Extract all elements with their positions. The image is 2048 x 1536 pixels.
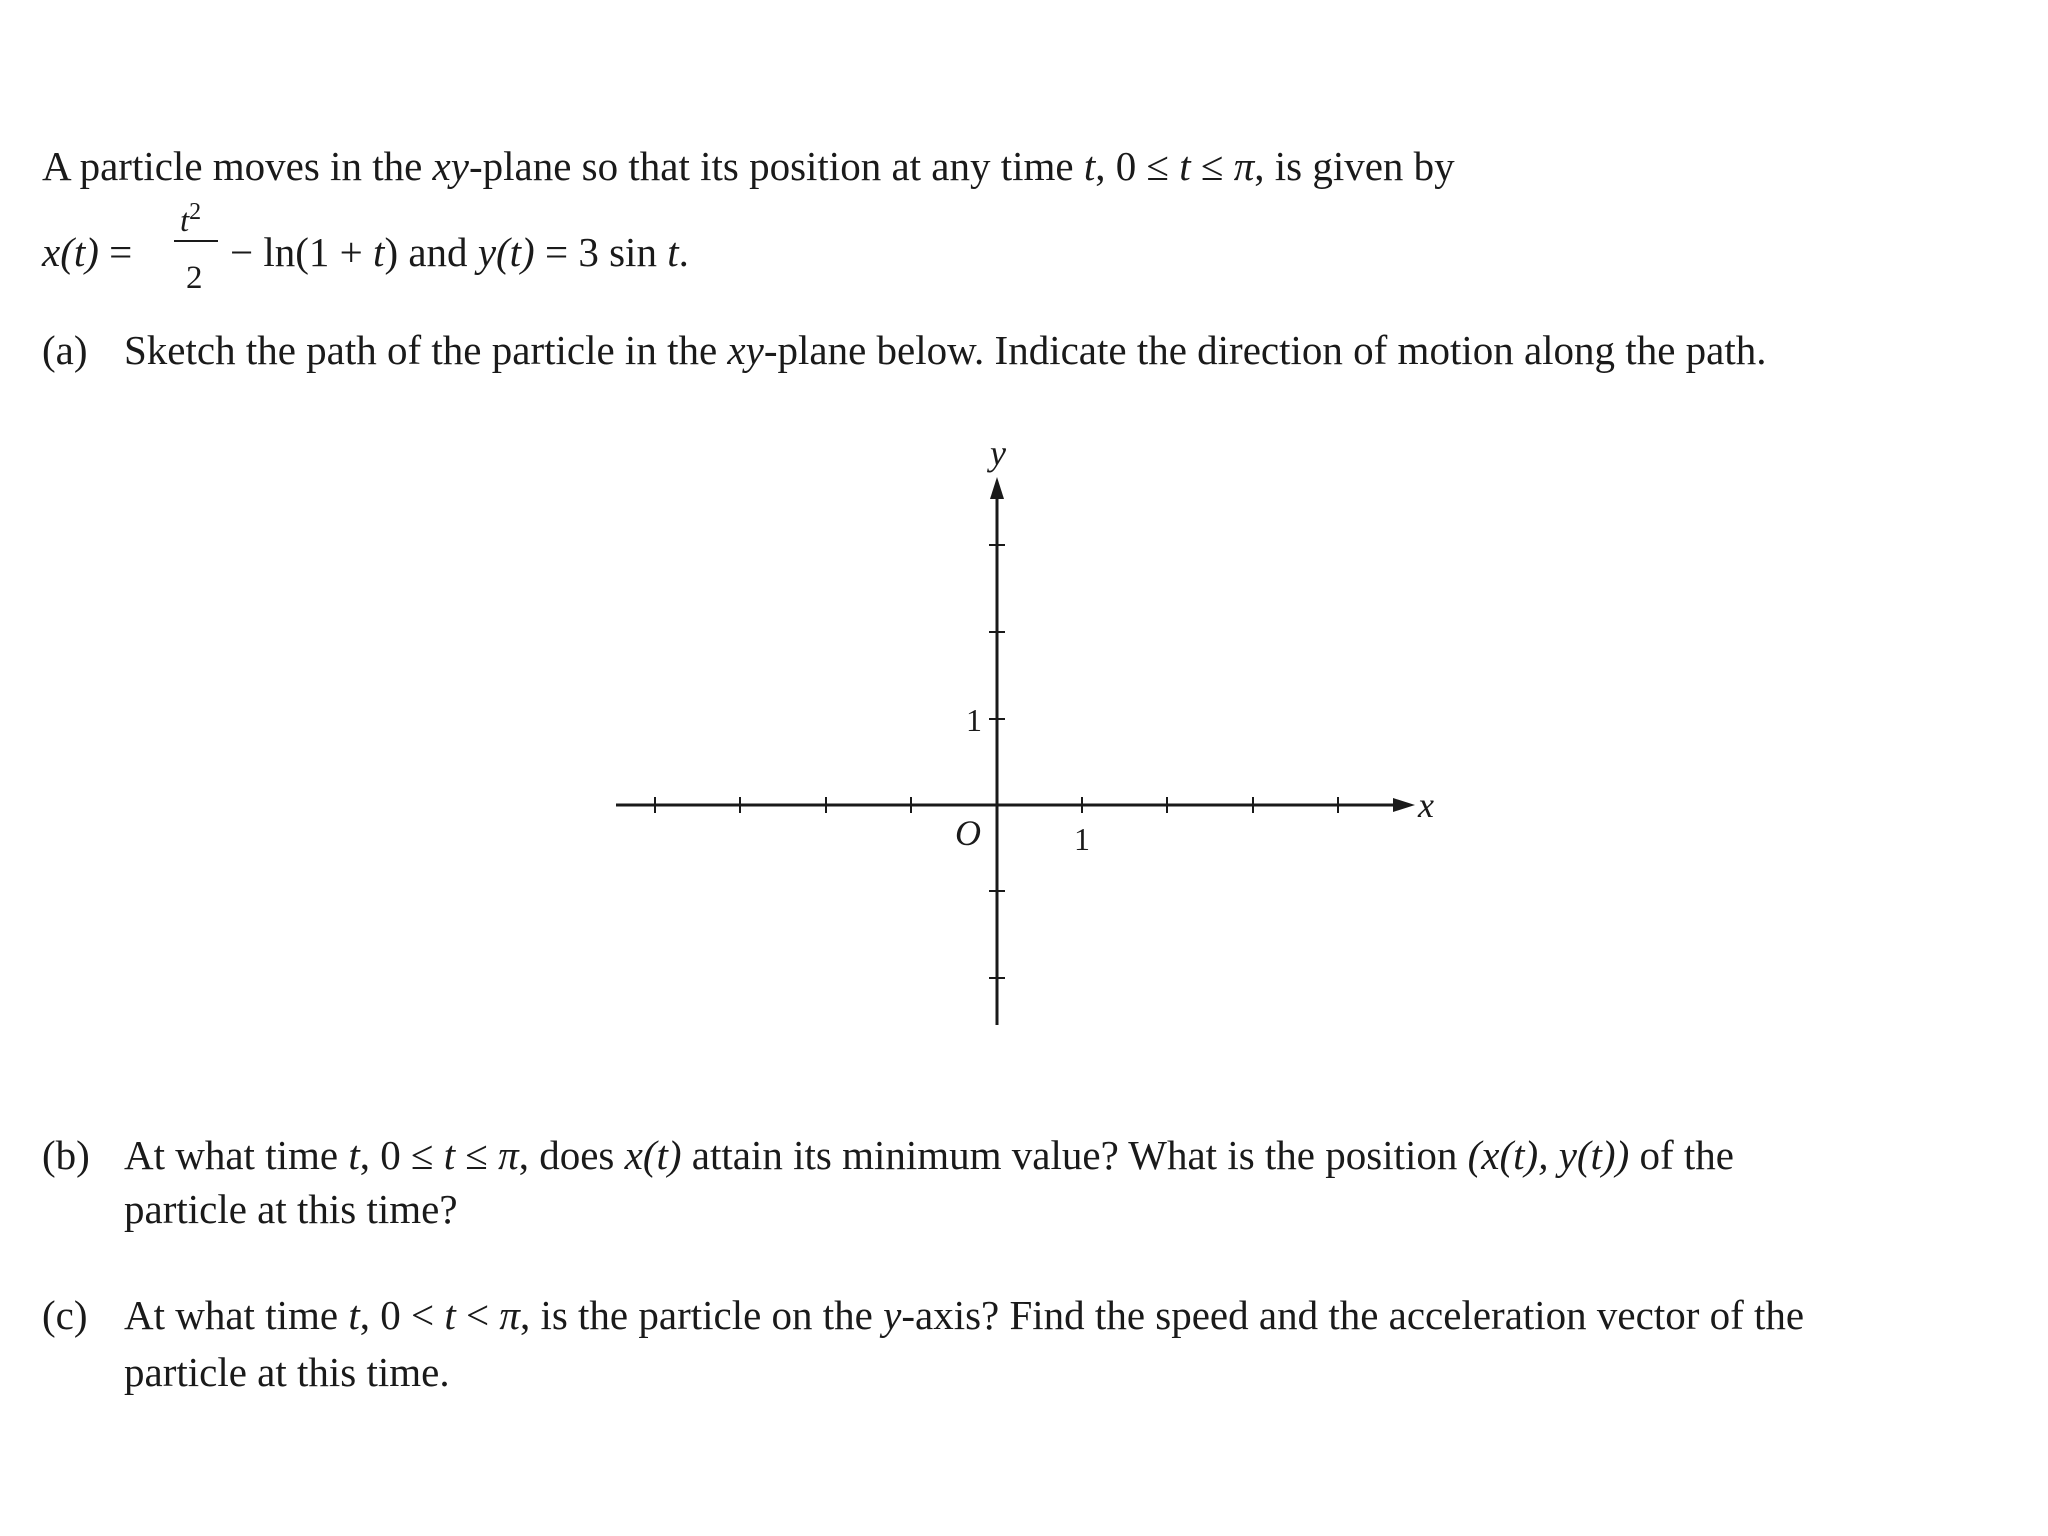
- y-of-t: y(t): [477, 229, 535, 275]
- y-axis-label: y: [990, 435, 1006, 473]
- intro-pi: π: [1233, 143, 1255, 189]
- intro-leq: ≤: [1190, 143, 1234, 189]
- and-text: ) and: [384, 229, 478, 275]
- part-c-question-line-2: particle at this time.: [124, 1349, 450, 1395]
- coordinate-graph: [610, 435, 1440, 1035]
- part-b-label: (b): [42, 1132, 90, 1178]
- origin-label: O: [955, 813, 981, 853]
- sin-t: t: [667, 229, 679, 275]
- y-tick-label-1: 1: [966, 702, 982, 738]
- x-axis-label: x: [1418, 785, 1434, 825]
- intro-sep: , 0 ≤: [1095, 143, 1180, 189]
- x-axis-arrow: [1393, 798, 1415, 812]
- sin-term: = 3 sin: [534, 229, 668, 275]
- x-of-t: x(t): [42, 229, 99, 275]
- fraction-numerator: $t^2$: [180, 199, 202, 239]
- ln-term: − ln(1 +: [230, 229, 374, 275]
- intro-text-2: -plane so that its position at any time: [468, 143, 1084, 189]
- x-tick-label-1: 1: [1074, 821, 1090, 857]
- part-a-label: (a): [42, 327, 88, 373]
- part-a-question: Sketch the path of the particle in the xy-plane below. Indicate the direction of motion along the path.: [124, 327, 1767, 373]
- fraction-denominator: 2: [186, 260, 203, 296]
- part-c-label: (c): [42, 1292, 88, 1338]
- part-c-question-line-1: At what time t, 0 < t < π, is the particle on the y-axis? Find the speed and the acceleration vector of the: [124, 1292, 1805, 1338]
- problem-intro: [42, 143, 1455, 189]
- intro-t2: t: [1179, 143, 1191, 189]
- intro-t: t: [1083, 143, 1096, 189]
- part-b-question-line-2: particle at this time?: [124, 1186, 458, 1232]
- intro-xy: xy: [432, 143, 469, 189]
- equals: =: [98, 229, 133, 275]
- y-axis-arrow: [990, 477, 1004, 499]
- document-page: A particle moves in the xy-plane so that its position at any time t, 0 ≤ t ≤ π, is given by x(t) = $t^2$ 2 − ln(1 + t) and y(t) = 3 sin t. (a) Sketch the path of the particle in the xy-plane below. Indicate the direction of motion along the path. y x O 1 1 (b) At what time t, 0 ≤ t ≤ π, does x(t) attain its minimum value? What is the position (x(t), y(t)) of the particle at this time? (c) At what time t, 0 < t < π, is the particle on the y-axis? Find the speed and the acceleration vector of the particle at this time.: [42, 143, 1805, 1395]
- fraction-bar: [174, 240, 218, 242]
- part-b-question-line-1: At what time t, 0 ≤ t ≤ π, does x(t) attain its minimum value? What is the position (x(t), y(t)) of the: [124, 1132, 1734, 1178]
- intro-text-3: , is given by: [1254, 143, 1455, 189]
- intro-text-1: A particle moves in the: [42, 143, 433, 189]
- ln-t: t: [373, 229, 385, 275]
